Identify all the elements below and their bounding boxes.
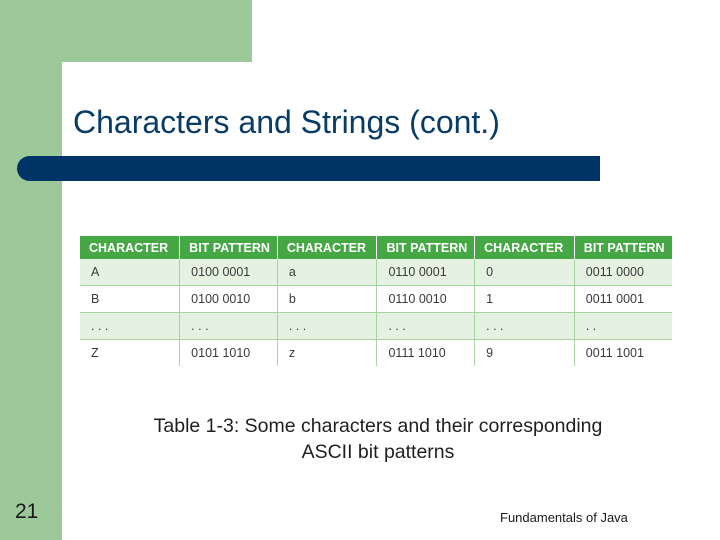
table-cell: 0110 0010 (377, 286, 475, 313)
header-bit-pattern: BIT PATTERN (574, 236, 672, 259)
caption-line: ASCII bit patterns (301, 441, 455, 463)
table-cell: . . . (277, 313, 377, 340)
slide-number: 21 (15, 500, 39, 523)
table-cell: 0011 0000 (574, 259, 672, 286)
table-cell: . . . (80, 313, 180, 340)
ascii-bit-pattern-table (80, 236, 672, 366)
table-cell: 1 (475, 286, 575, 313)
table-cell: Z (80, 340, 180, 367)
table-cell: . . . (180, 313, 278, 340)
table-cell: 0100 0001 (180, 259, 278, 286)
header-character: CHARACTER (80, 236, 180, 259)
caption-line: Table 1-3: Some characters and their corresponding (153, 415, 603, 437)
green-side-accent (0, 0, 62, 540)
slide-title: Characters and Strings (cont.) (73, 104, 500, 140)
table-cell: 0011 1001 (574, 340, 672, 367)
table-cell: 0110 0001 (377, 259, 475, 286)
table-cell: 0111 1010 (377, 340, 475, 367)
footer-text: Fundamentals of Java (500, 510, 628, 525)
title-underline-bar (17, 156, 600, 181)
table-cell: a (277, 259, 377, 286)
table-cell: 0101 1010 (180, 340, 278, 367)
table-cell: . . (574, 313, 672, 340)
header-character: CHARACTER (277, 236, 377, 259)
header-bit-pattern: BIT PATTERN (377, 236, 475, 259)
table-cell: z (277, 340, 377, 367)
table-row (80, 259, 672, 286)
table-cell: 0100 0010 (180, 286, 278, 313)
table-cell: B (80, 286, 180, 313)
table-row (80, 286, 672, 313)
table-caption (118, 413, 638, 465)
table-row (80, 340, 672, 367)
table-cell: 0 (475, 259, 575, 286)
table-cell: 0011 0001 (574, 286, 672, 313)
header-bit-pattern: BIT PATTERN (180, 236, 278, 259)
table-cell: . . . (377, 313, 475, 340)
table-cell: A (80, 259, 180, 286)
table-row (80, 313, 672, 340)
header-character: CHARACTER (475, 236, 575, 259)
table-cell: 9 (475, 340, 575, 367)
table-header-row (80, 236, 672, 259)
table-cell: b (277, 286, 377, 313)
table-cell: . . . (475, 313, 575, 340)
